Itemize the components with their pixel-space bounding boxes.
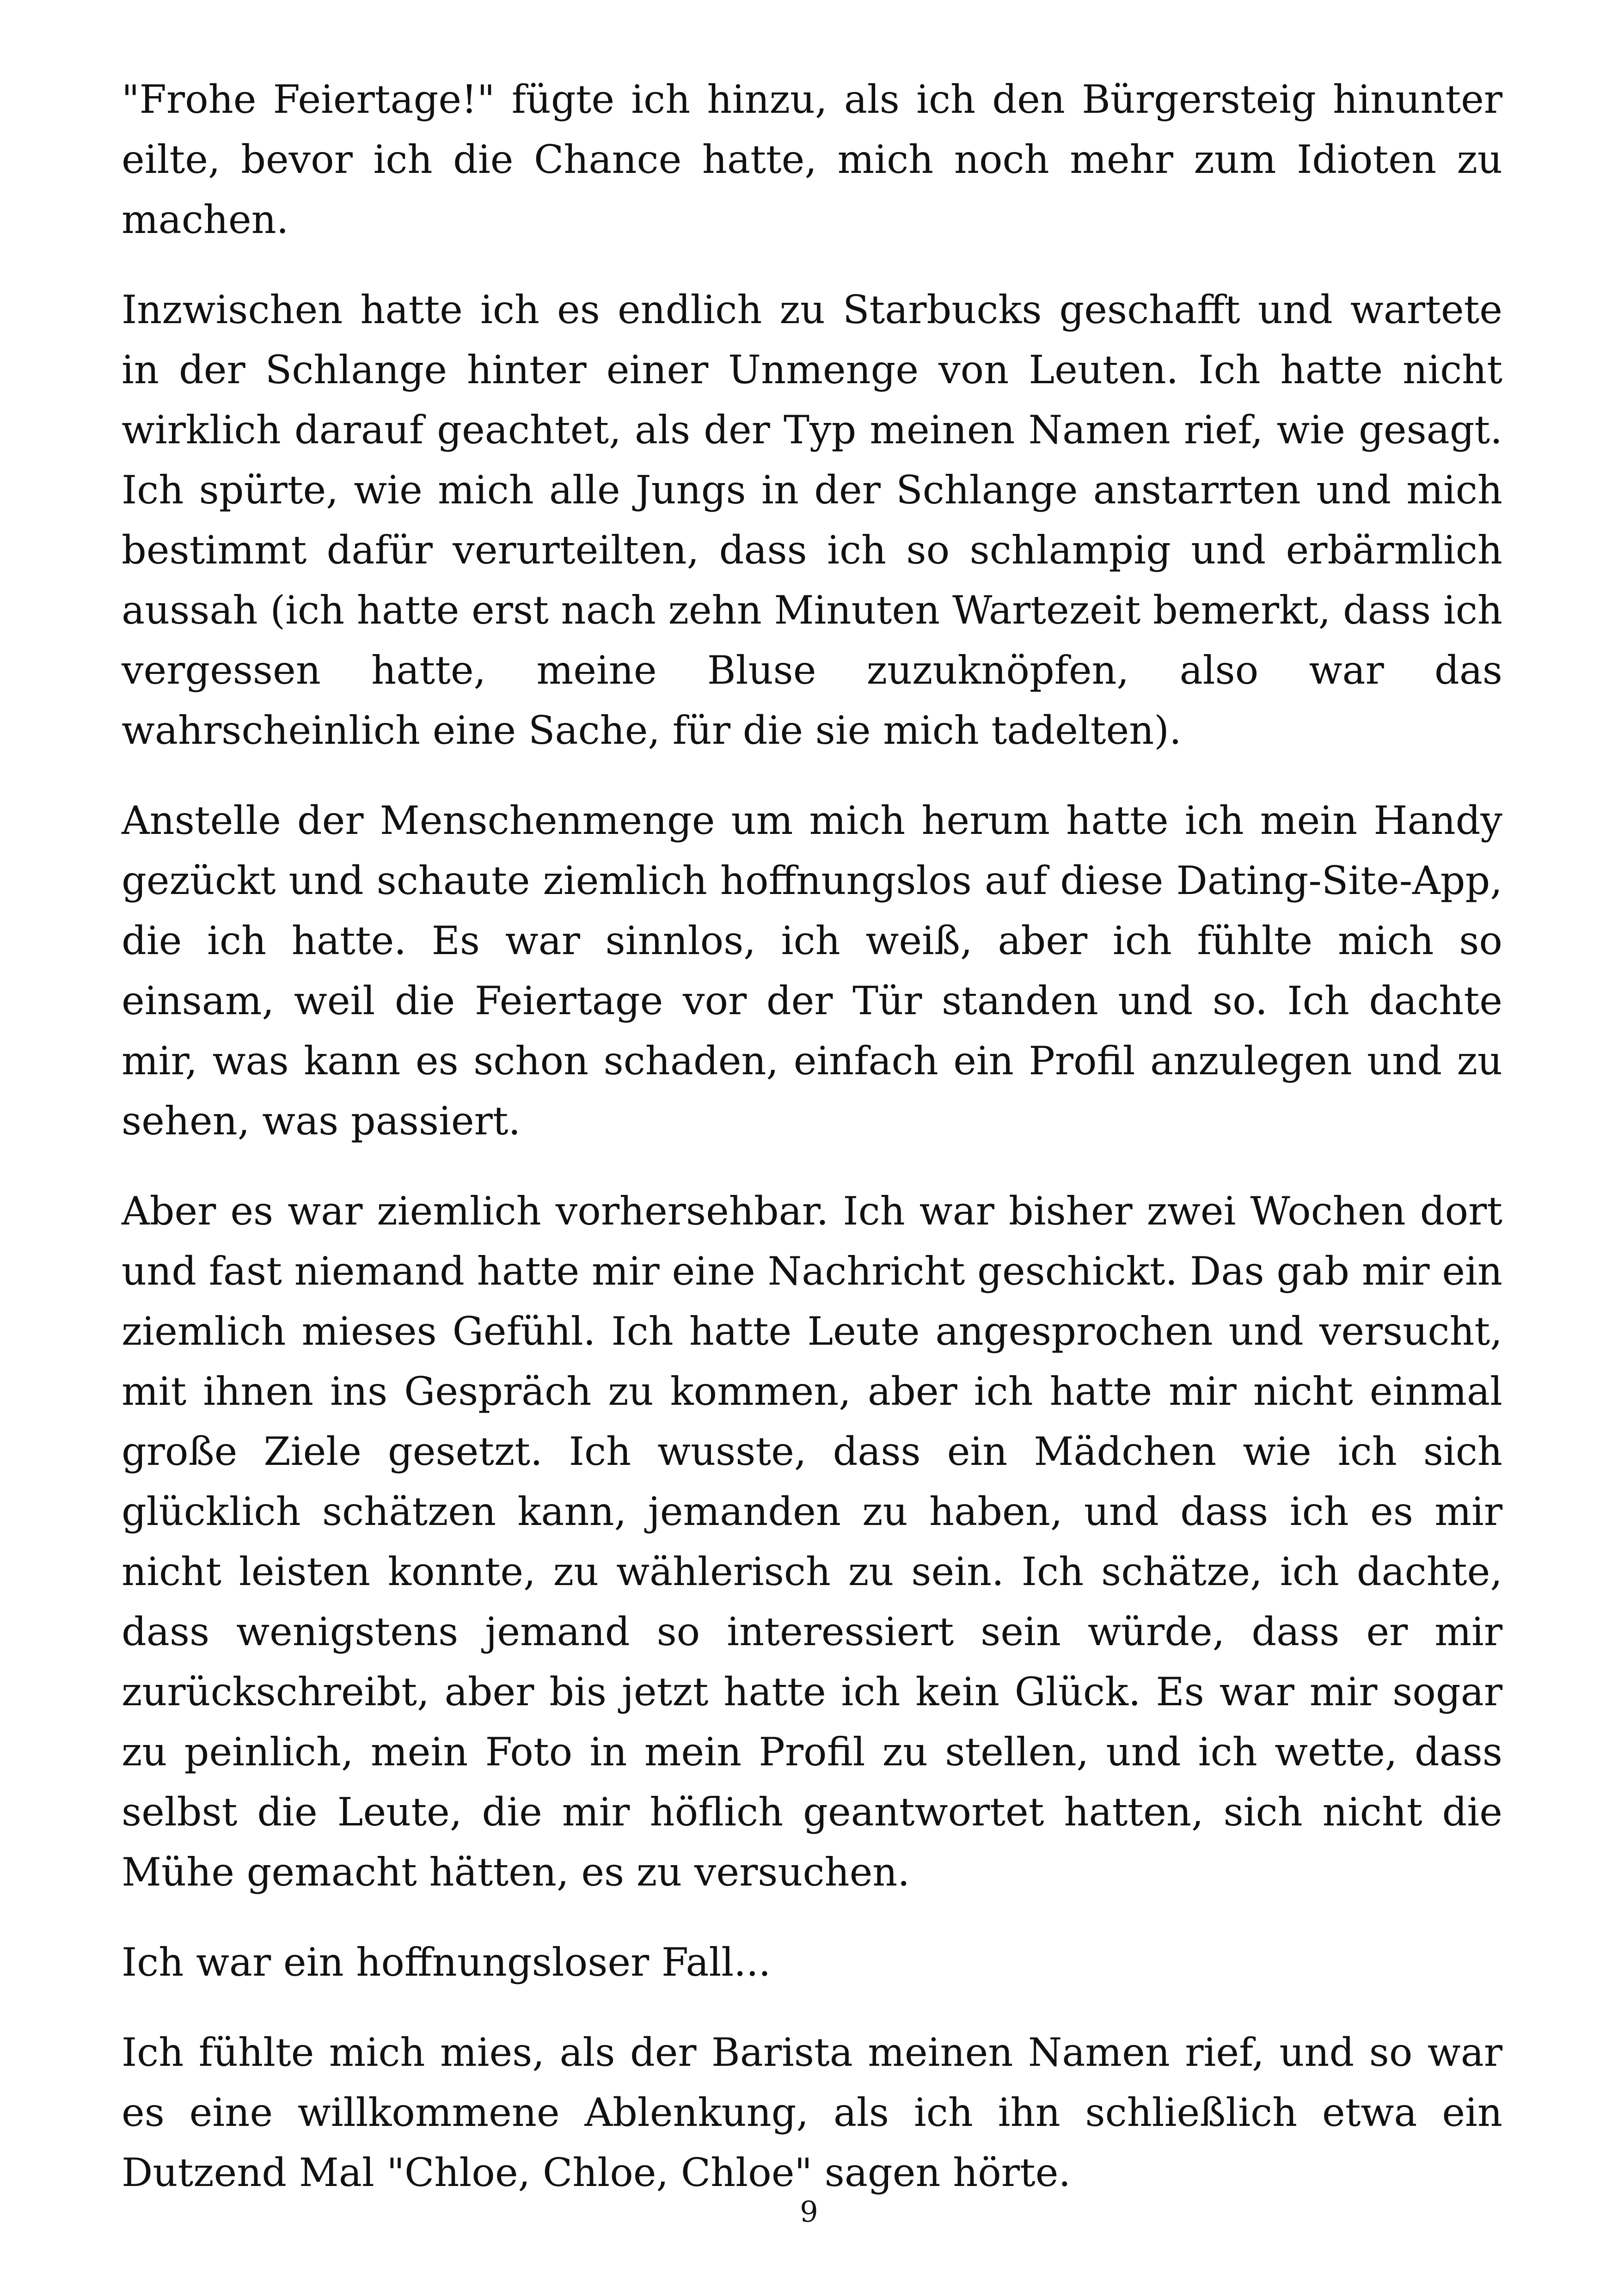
paragraph: Aber es war ziemlich vorhersehbar. Ich war bisher zwei Wochen dort und fast niemand hatte mir eine Nachricht geschickt. Das gab mir ein ziemlich mieses Gefühl. Ich hatte Leute angesprochen und versucht, mit ihnen ins Gespräch zu kommen, aber ich hatte mir nicht einmal große Ziele gesetzt. Ich wusste, dass ein Mädchen wie ich sich glücklich schätzen kann, jemanden zu haben, und dass ich es mir nicht leisten konnte, zu wählerisch zu sein. Ich schätze, ich dachte, dass wenigstens jemand so interessiert sein würde, dass er mir zurückschreibt, aber bis jetzt hatte ich kein Glück. Es war mir sogar zu peinlich, mein Foto in mein Profil zu stellen, und ich wette, dass selbst die Leute, die mir höflich geantwortet hatten, sich nicht die Mühe gemacht hätten, es zu versuchen. (122, 1188, 1502, 1895)
page-number: 9 (800, 2195, 818, 2229)
paragraph: Anstelle der Menschenmenge um mich herum hatte ich mein Handy gezückt und schaute ziemlich hoffnungslos auf diese Dating-Site-App, die ich hatte. Es war sinnlos, ich weiß, aber ich fühlte mich so einsam, weil die Feiertage vor der Tür standen und so. Ich dachte mir, was kann es schon schaden, einfach ein Profil anzulegen und zu sehen, was passiert. (122, 798, 1502, 1144)
paragraph: Ich war ein hoffnungsloser Fall... (122, 1940, 771, 1985)
paragraph: "Frohe Feiertage!" fügte ich hinzu, als ich den Bürgersteig hinunter eilte, bevor ich die Chance hatte, mich noch mehr zum Idioten zu machen. (122, 77, 1502, 242)
paragraph: Ich fühlte mich mies, als der Barista meinen Namen rief, und so war es eine willkommene Ablenkung, als ich ihn schließlich etwa ein Dutzend Mal "Chloe, Chloe, Chloe" sagen hörte. (122, 2030, 1502, 2195)
paragraph: Inzwischen hatte ich es endlich zu Starbucks geschafft und wartete in der Schlange hinter einer Unmenge von Leuten. Ich hatte nicht wirklich darauf geachtet, als der Typ meinen Namen rief, wie gesagt. Ich spürte, wie mich alle Jungs in der Schlange anstarrten und mich bestimmt dafür verurteilten, dass ich so schlampig und erbärmlich aussah (ich hatte erst nach zehn Minuten Wartezeit bemerkt, dass ich vergessen hatte, meine Bluse zuzuknöpfen, also war das wahrscheinlich eine Sache, für die sie mich tadelten). (122, 287, 1502, 753)
body-text (122, 69, 1502, 2233)
